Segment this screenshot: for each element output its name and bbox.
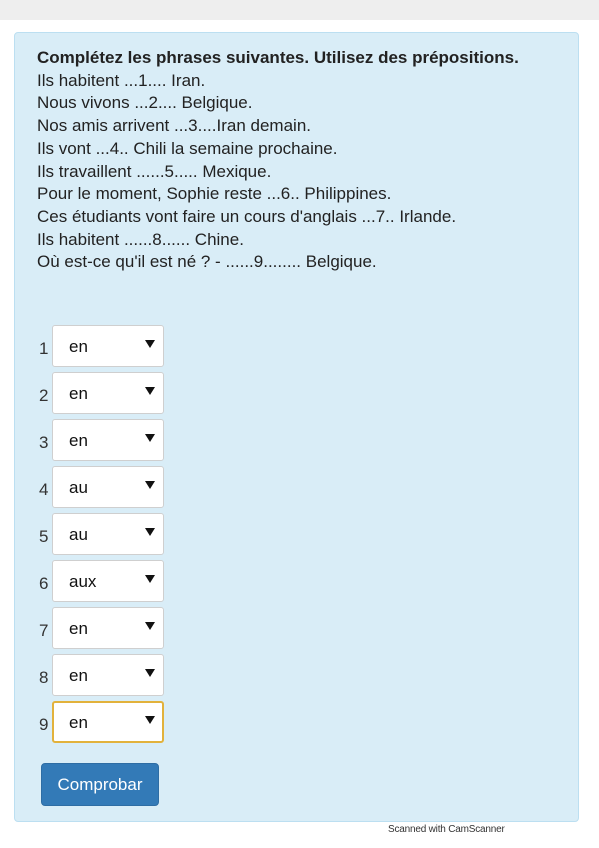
dropdown-arrow-icon bbox=[145, 528, 155, 536]
sentence-7: Ces étudiants vont faire un cours d'anglais ...7.. Irlande. bbox=[37, 206, 457, 226]
sentence-4: Ils vont ...4.. Chili la semaine prochaine. bbox=[37, 138, 338, 158]
dropdown-arrow-icon bbox=[145, 434, 155, 442]
sentence-5: Ils travaillent ......5..... Mexique. bbox=[37, 161, 272, 181]
select-value: en bbox=[69, 619, 88, 638]
select-value: en bbox=[69, 384, 88, 403]
answer-select-8[interactable] bbox=[52, 654, 164, 696]
answer-select-6[interactable] bbox=[52, 560, 164, 602]
exercise-card bbox=[14, 32, 579, 822]
answer-number: 3 bbox=[39, 433, 49, 452]
answer-number: 9 bbox=[39, 715, 49, 734]
answer-select-1[interactable] bbox=[52, 325, 164, 367]
dropdown-arrow-icon bbox=[145, 340, 155, 348]
dropdown-arrow-icon bbox=[145, 387, 155, 395]
answer-number: 7 bbox=[39, 621, 49, 640]
answer-select-9[interactable] bbox=[52, 701, 164, 743]
select-value: au bbox=[69, 525, 88, 544]
select-value: en bbox=[69, 713, 88, 732]
exercise-heading: Complétez les phrases suivantes. Utilisez des prépositions. bbox=[37, 48, 519, 67]
select-value: en bbox=[69, 337, 88, 356]
dropdown-arrow-icon bbox=[145, 575, 155, 583]
instructions bbox=[37, 47, 557, 274]
answer-select-5[interactable] bbox=[52, 513, 164, 555]
scanner-watermark: Scanned with CamScanner bbox=[388, 824, 505, 835]
answer-select-2[interactable] bbox=[52, 372, 164, 414]
sentence-9: Où est-ce qu'il est né ? - ......9........ Belgique. bbox=[37, 252, 377, 272]
answer-select-3[interactable] bbox=[52, 419, 164, 461]
check-button[interactable]: Comprobar bbox=[41, 763, 159, 806]
answer-number: 8 bbox=[39, 668, 49, 687]
select-value: en bbox=[69, 666, 88, 685]
sentence-1: Ils habitent ...1.... Iran. bbox=[37, 70, 206, 90]
dropdown-arrow-icon bbox=[145, 716, 155, 724]
select-value: en bbox=[69, 431, 88, 450]
select-value: aux bbox=[69, 572, 97, 591]
answer-number: 4 bbox=[39, 480, 49, 499]
answer-number: 1 bbox=[39, 339, 49, 358]
sentence-3: Nos amis arrivent ...3....Iran demain. bbox=[37, 116, 311, 136]
dropdown-arrow-icon bbox=[145, 622, 155, 630]
answer-number: 6 bbox=[39, 574, 49, 593]
sentence-6: Pour le moment, Sophie reste ...6.. Philippines. bbox=[37, 184, 392, 204]
sentence-2: Nous vivons ...2.... Belgique. bbox=[37, 93, 253, 113]
answer-number: 5 bbox=[39, 527, 49, 546]
select-value: au bbox=[69, 478, 88, 497]
answer-select-4[interactable] bbox=[52, 466, 164, 508]
dropdown-arrow-icon bbox=[145, 669, 155, 677]
dropdown-arrow-icon bbox=[145, 481, 155, 489]
answer-number: 2 bbox=[39, 386, 49, 405]
top-band bbox=[0, 0, 599, 20]
answer-select-7[interactable] bbox=[52, 607, 164, 649]
sentence-8: Ils habitent ......8...... Chine. bbox=[37, 229, 244, 249]
